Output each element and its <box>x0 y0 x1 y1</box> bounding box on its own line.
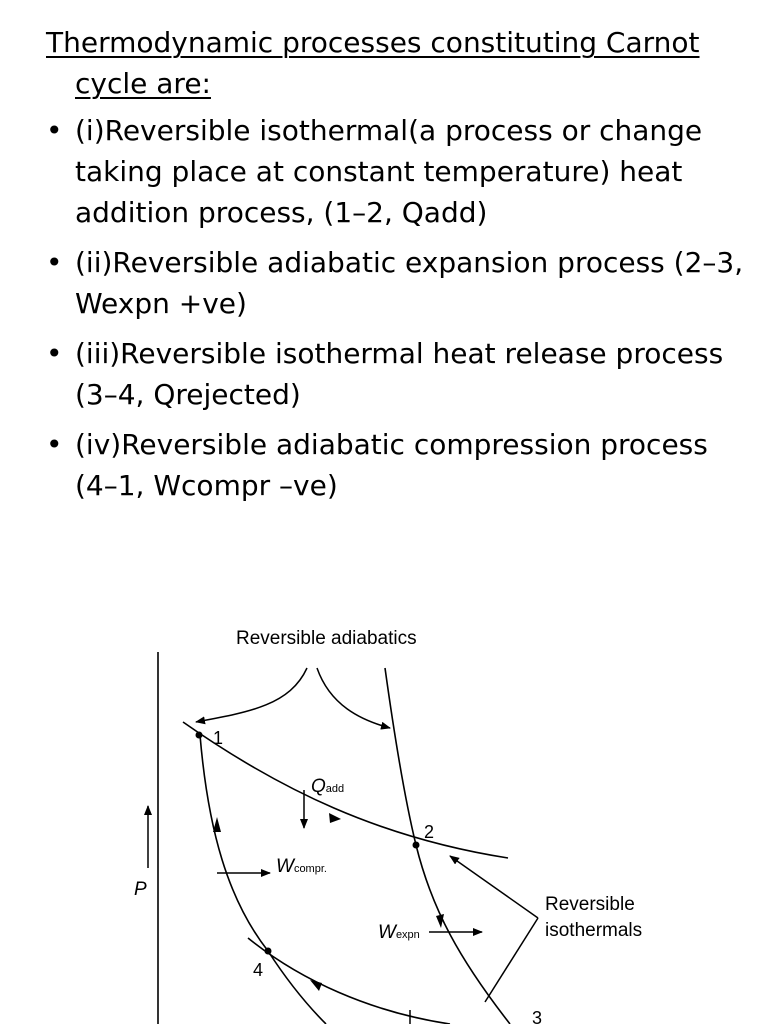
heading-text: Thermodynamic processes constituting Carnot cycle are: <box>46 26 700 100</box>
isothermals-pointer-upper <box>450 856 538 918</box>
pressure-axis-label: P <box>134 879 147 900</box>
w-compr-label: Wcompr. <box>276 856 327 877</box>
adiabatics-pointer-right <box>317 668 390 728</box>
isothermal-1-2 <box>183 722 508 858</box>
process-item-1: • (i)Reversible isothermal(a process or change taking place at constant temperature) heat addition process, (1–2, Qadd) <box>46 110 746 233</box>
process-item-2: • (ii)Reversible adiabatic expansion process (2–3, Wexpn +ve) <box>46 242 746 324</box>
point-label-2: 2 <box>424 822 435 842</box>
process-item-3: • (iii)Reversible isothermal heat release process (3–4, Qrejected) <box>46 333 746 415</box>
carnot-pv-diagram <box>0 600 768 1024</box>
state-point-1 <box>196 732 203 739</box>
process-item-4: • (iv)Reversible adiabatic compression process (4–1, Wcompr –ve) <box>46 424 746 506</box>
isothermals-label-line1: Reversible <box>545 894 635 915</box>
direction-arrow-3-4 <box>310 980 322 991</box>
adiabatics-pointer-left <box>196 668 307 722</box>
isothermal-4-3 <box>248 938 450 1024</box>
diagram-title: Reversible adiabatics <box>236 628 417 649</box>
point-label-3: 3 <box>532 1008 543 1024</box>
q-add-label: Qadd <box>311 776 345 797</box>
state-point-2 <box>413 842 420 849</box>
isothermals-pointer-lower <box>485 918 538 1002</box>
isothermals-label-line2: isothermals <box>545 920 643 941</box>
point-label-1: 1 <box>213 728 224 748</box>
adiabatic-4-1 <box>200 735 326 1024</box>
state-point-4 <box>265 948 272 955</box>
w-expn-label: Wexpn <box>378 922 420 943</box>
point-label-4: 4 <box>253 960 264 980</box>
direction-arrow-4-1 <box>213 817 221 832</box>
slide-text <box>46 22 746 515</box>
direction-arrow-1-2 <box>329 813 341 823</box>
slide-heading <box>46 22 746 104</box>
process-list <box>46 110 746 506</box>
